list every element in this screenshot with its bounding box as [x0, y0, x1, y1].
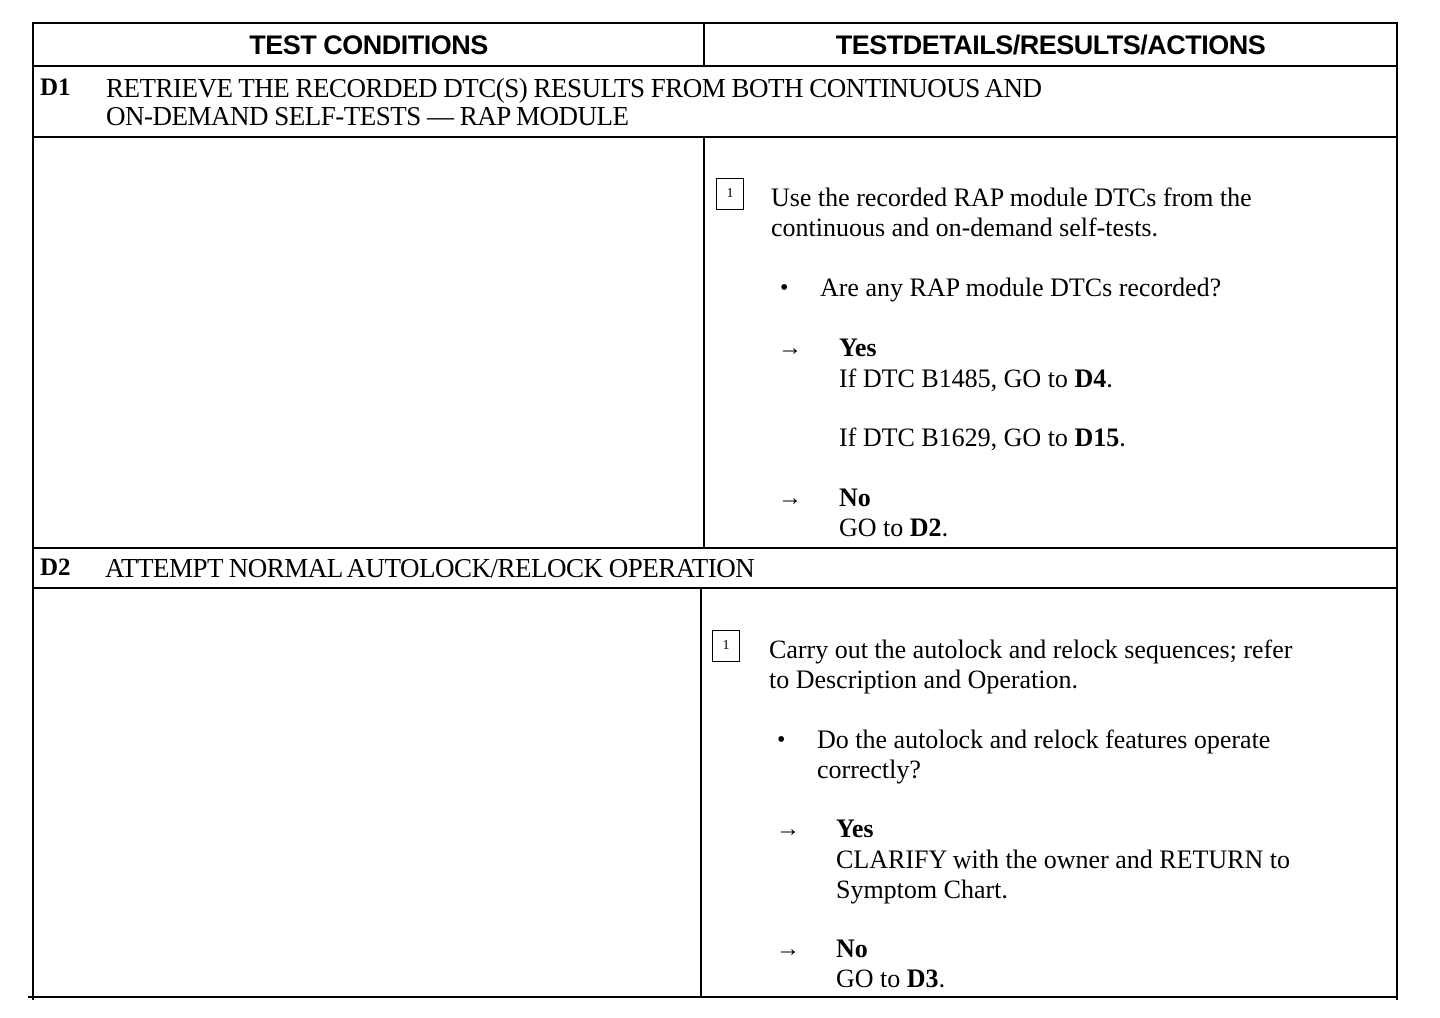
d2-yes-arrow-icon: → [776, 816, 800, 842]
d1-instruction-line2: continuous and on-demand self-tests. [771, 213, 1159, 242]
d2-no-ref-d3: D3 [906, 964, 939, 993]
d1-instruction-line1: Use the recorded RAP module DTCs from the [771, 183, 1252, 212]
header-test-conditions: TEST CONDITIONS [249, 30, 488, 60]
d1-no-line: GO to D2. [839, 513, 949, 542]
d1-step-number-box: 1 [716, 178, 744, 210]
d2-title-divider [34, 587, 1398, 589]
d2-instruction-line1: Carry out the autolock and relock sequences; refer [769, 635, 1293, 664]
d2-column-divider [700, 587, 702, 998]
table-bottom-border [28, 996, 1396, 998]
d1-yes-ref-d4: D4 [1074, 364, 1107, 393]
d1-question: Are any RAP module DTCs recorded? [820, 273, 1222, 302]
table-left-border [32, 22, 34, 1000]
d2-no-arrow-icon: → [776, 936, 800, 962]
d1-yes-line1: If DTC B1485, GO to D4. [839, 364, 1113, 393]
d1-yes-ref-d15: D15 [1074, 423, 1120, 452]
d1-question-bullet: • [780, 275, 789, 301]
d1-bottom-border [34, 547, 1398, 549]
d2-title: ATTEMPT NORMAL AUTOLOCK/RELOCK OPERATION [105, 553, 755, 583]
d1-step-id: D1 [40, 74, 71, 101]
d1-column-divider [703, 136, 705, 548]
d2-question-line2: correctly? [817, 755, 921, 784]
d2-yes-line1: CLARIFY with the owner and RETURN to [836, 845, 1290, 874]
d1-title-line2: ON-DEMAND SELF-TESTS — RAP MODULE [106, 101, 629, 131]
d2-step-id: D2 [40, 554, 71, 581]
d1-no-label: No [839, 483, 871, 512]
d2-question-line1: Do the autolock and relock features operate [817, 725, 1271, 754]
d1-yes-arrow-icon: → [778, 335, 802, 361]
d2-step-number-box: 1 [712, 630, 740, 662]
d2-instruction-line2: to Description and Operation. [769, 665, 1079, 694]
d1-no-arrow-icon: → [778, 485, 802, 511]
header-test-details: TESTDETAILS/RESULTS/ACTIONS [835, 30, 1266, 60]
d1-yes-line2: If DTC B1629, GO to D15. [839, 423, 1126, 452]
d2-yes-label: Yes [836, 814, 874, 843]
table-right-border [1396, 22, 1398, 1000]
d1-no-ref-d2: D2 [909, 513, 942, 542]
d1-title-line1: RETRIEVE THE RECORDED DTC(S) RESULTS FROM BOTH CONTINUOUS AND [106, 73, 1042, 103]
d1-yes-label: Yes [839, 333, 877, 362]
d2-question-bullet: • [777, 727, 786, 753]
d2-no-line: GO to D3. [836, 964, 946, 993]
d2-no-label: No [836, 934, 868, 963]
d1-title-divider [34, 136, 1398, 138]
d2-yes-line2: Symptom Chart. [836, 875, 1008, 904]
